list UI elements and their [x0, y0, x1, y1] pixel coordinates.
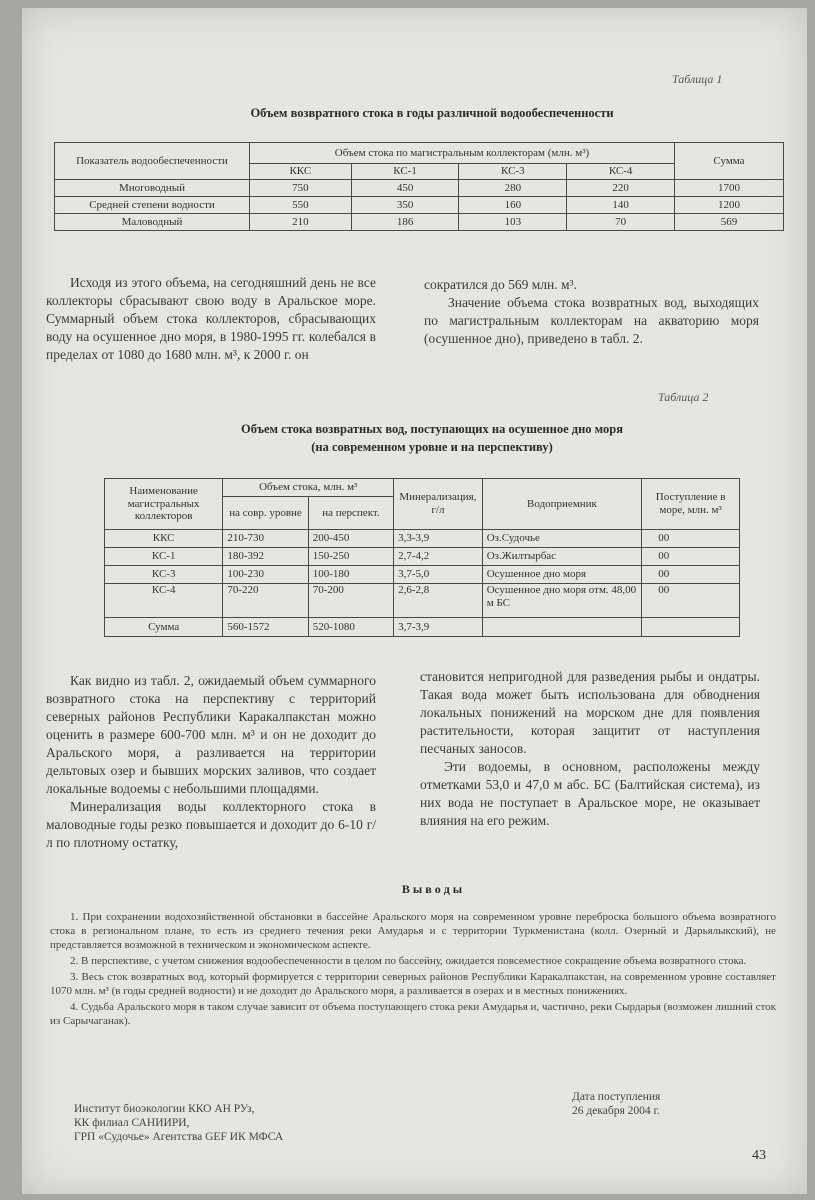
para2-left-text-2: Минерализация воды коллекторного стока в маловодные годы резко повышается и доходит до 6-10 г/л по плотному остатку,	[46, 799, 376, 850]
table1-col-header: КС-4	[567, 164, 675, 180]
table1-cell: 140	[567, 197, 675, 214]
table-row	[105, 566, 740, 584]
table-row	[55, 197, 784, 214]
para2-right-column	[420, 668, 760, 830]
table1-caption: Таблица 1	[672, 72, 723, 86]
table2-future: 150-250	[308, 548, 393, 566]
para2-right-text-2: Эти водоемы, в основном, расположены между отметками 53,0 и 47,0 м абс. БС (Балтийская система), из них вода не поступает в Аральское море, не оказывает влияния на его режим.	[420, 759, 760, 828]
table-row	[105, 548, 740, 566]
table2-title-line2: (на современном уровне и на перспективу)	[311, 440, 553, 454]
table1-cell: 550	[250, 197, 352, 214]
table2-header-future: на перспект.	[308, 497, 393, 530]
table2-future: 100-180	[308, 566, 393, 584]
para1-left-text: Исходя из этого объема, на сегодняшний день не все коллекторы сбрасывают свою воду в Аральское море. Суммарный объем стока коллекторов, сбрасывающих воду на осушенное дно моря, в 1980-1995 гг. колебался в пределах от 1080 до 1680 млн. м³, к 2000 г. он	[46, 275, 376, 362]
table2-header-volume: Объем стока, млн. м³	[223, 479, 394, 497]
table1-header-sum: Сумма	[675, 143, 784, 180]
table2-receiver: Оз.Судочье	[482, 530, 641, 548]
received-date: 26 декабря 2004 г.	[572, 1105, 660, 1117]
table1-row-name: Маловодный	[55, 214, 250, 231]
page-number: 43	[752, 1148, 766, 1163]
table1-header-group: Объем стока по магистральным коллекторам (млн. м³)	[250, 143, 675, 164]
para1-right-column	[424, 276, 759, 348]
table2-inflow: 00	[642, 548, 740, 566]
table1-sum: 1200	[675, 197, 784, 214]
table2-sum-name: Сумма	[105, 618, 223, 637]
table1-cell: 103	[459, 214, 567, 231]
table1-col-header: КС-3	[459, 164, 567, 180]
conclusion-item: 1. При сохранении водохозяйственной обстановки в бассейне Аральского моря на современном уровне переброска большого объема возвратного стока в региональном плане, то есть из среднего течения реки Амударья и с территории Туркменистана (колл. Озерный и Дарьялыкский), не представляется возможной в техническом и экономическом аспекте.	[50, 911, 776, 951]
table2-inflow: 00	[642, 566, 740, 584]
table2-caption: Таблица 2	[658, 390, 709, 404]
table-row	[105, 618, 740, 637]
table1-cell: 70	[567, 214, 675, 231]
table2-sum-receiver	[482, 618, 641, 637]
table2-title-line1: Объем стока возвратных вод, поступающих на осушенное дно моря	[241, 422, 623, 436]
table1-cell: 186	[351, 214, 459, 231]
para2-left-text-1: Как видно из табл. 2, ожидаемый объем суммарного возвратного стока на перспективу с территорий северных районов Республики Каракалпакстан можно оценить в размере 600-700 млн. м³ и он не доходит до Аральского моря, а разливается на территории дельтовых озер и бывших морских заливов, что создает локальные водоемы с небольшими площадями.	[46, 673, 376, 796]
table1-cell: 750	[250, 180, 352, 197]
table2-inflow: 00	[642, 584, 740, 618]
para1-right-text-1: сократился до 569 млн. м³.	[424, 277, 577, 292]
table1-col-header: КС-1	[351, 164, 459, 180]
table2-current: 70-220	[223, 584, 308, 618]
received-date-block	[572, 1090, 660, 1118]
affiliation	[74, 1102, 283, 1144]
conclusions-list	[50, 910, 776, 1030]
table2-receiver: Осушенное дно моря отм. 48,00 м БС	[482, 584, 641, 618]
table1-sum: 569	[675, 214, 784, 231]
table-row	[105, 584, 740, 618]
table2	[104, 478, 740, 637]
table2-header-inflow: Поступление в море, млн. м³	[642, 479, 740, 530]
table1-cell: 280	[459, 180, 567, 197]
table2-row-name: КС-4	[105, 584, 223, 618]
para2-right-text-1: становится непригодной для разведения рыбы и ондатры. Такая вода может быть использована для обводнения локальных понижений на морском дне для появления растительности, которая защитит от наступления песчаных заносов.	[420, 669, 760, 756]
table1-cell: 220	[567, 180, 675, 197]
table2-sum-current: 560-1572	[223, 618, 308, 637]
table1-cell: 350	[351, 197, 459, 214]
table2-header-mineral: Минерализация, г/л	[394, 479, 483, 530]
table1-row-name: Средней степени водности	[55, 197, 250, 214]
table2-header-name: Наименование магистральных коллекторов	[105, 479, 223, 530]
table2-header-receiver: Водоприемник	[482, 479, 641, 530]
table2-mineral: 3,7-5,0	[394, 566, 483, 584]
table1-cell: 450	[351, 180, 459, 197]
received-label: Дата поступления	[572, 1091, 661, 1103]
table2-row-name: ККС	[105, 530, 223, 548]
table2-mineral: 2,7-4,2	[394, 548, 483, 566]
table2-receiver: Осушенное дно моря	[482, 566, 641, 584]
table2-future: 200-450	[308, 530, 393, 548]
table2-row-name: КС-3	[105, 566, 223, 584]
conclusion-item: 4. Судьба Аральского моря в таком случае зависит от объема поступающего стока реки Амударья и, частично, реки Сырдарья (возможен лишний сток из Сарычаганак).	[50, 1001, 776, 1027]
table2-row-name: КС-1	[105, 548, 223, 566]
table1-sum: 1700	[675, 180, 784, 197]
table2-future: 70-200	[308, 584, 393, 618]
para1-left-column	[46, 274, 376, 364]
conclusion-item: 3. Весь сток возвратных вод, который формируется с территории северных районов Республики Каракалпакстан, на современном уровне составляет 1070 млн. м³ (в годы средней водности) и не доходит до Аральского моря, а разливается в озерах и в местных понижениях.	[50, 971, 776, 997]
para2-left-column	[46, 672, 376, 852]
table1	[54, 142, 784, 231]
table2-current: 180-392	[223, 548, 308, 566]
affiliation-line: ГРП «Судочье» Агентства GEF ИК МФСА	[74, 1131, 284, 1143]
document-page	[22, 8, 807, 1194]
table1-cell: 160	[459, 197, 567, 214]
table2-sum-future: 520-1080	[308, 618, 393, 637]
table-row	[55, 214, 784, 231]
conclusions-title: В ы в о д ы	[401, 882, 463, 896]
affiliation-line: КК филиал САНИИРИ,	[74, 1117, 190, 1129]
table2-header-current: на совр. уровне	[223, 497, 308, 530]
table-row	[55, 180, 784, 197]
table1-header-indicator: Показатель водообеспеченности	[55, 143, 250, 180]
table2-sum-inflow	[642, 618, 740, 637]
table2-receiver: Оз.Жилтырбас	[482, 548, 641, 566]
table1-title: Объем возвратного стока в годы различной водообеспеченности	[250, 106, 614, 120]
table2-current: 210-730	[223, 530, 308, 548]
affiliation-line: Институт биоэкологии ККО АН РУз,	[74, 1103, 255, 1115]
table2-sum-mineral: 3,7-3,9	[394, 618, 483, 637]
table1-row-name: Многоводный	[55, 180, 250, 197]
table2-inflow: 00	[642, 530, 740, 548]
table1-cell: 210	[250, 214, 352, 231]
table2-current: 100-230	[223, 566, 308, 584]
table-row	[105, 530, 740, 548]
conclusion-item: 2. В перспективе, с учетом снижения водообеспеченности в целом по бассейну, ожидается повсеместное сокращение объема возвратного стока.	[70, 955, 747, 967]
para1-right-text-2: Значение объема стока возвратных вод, выходящих по магистральным коллекторам на акваторию моря (осушенное дно), приведено в табл. 2.	[424, 295, 759, 346]
table2-mineral: 3,3-3,9	[394, 530, 483, 548]
table2-mineral: 2,6-2,8	[394, 584, 483, 618]
table1-col-header: ККС	[250, 164, 352, 180]
